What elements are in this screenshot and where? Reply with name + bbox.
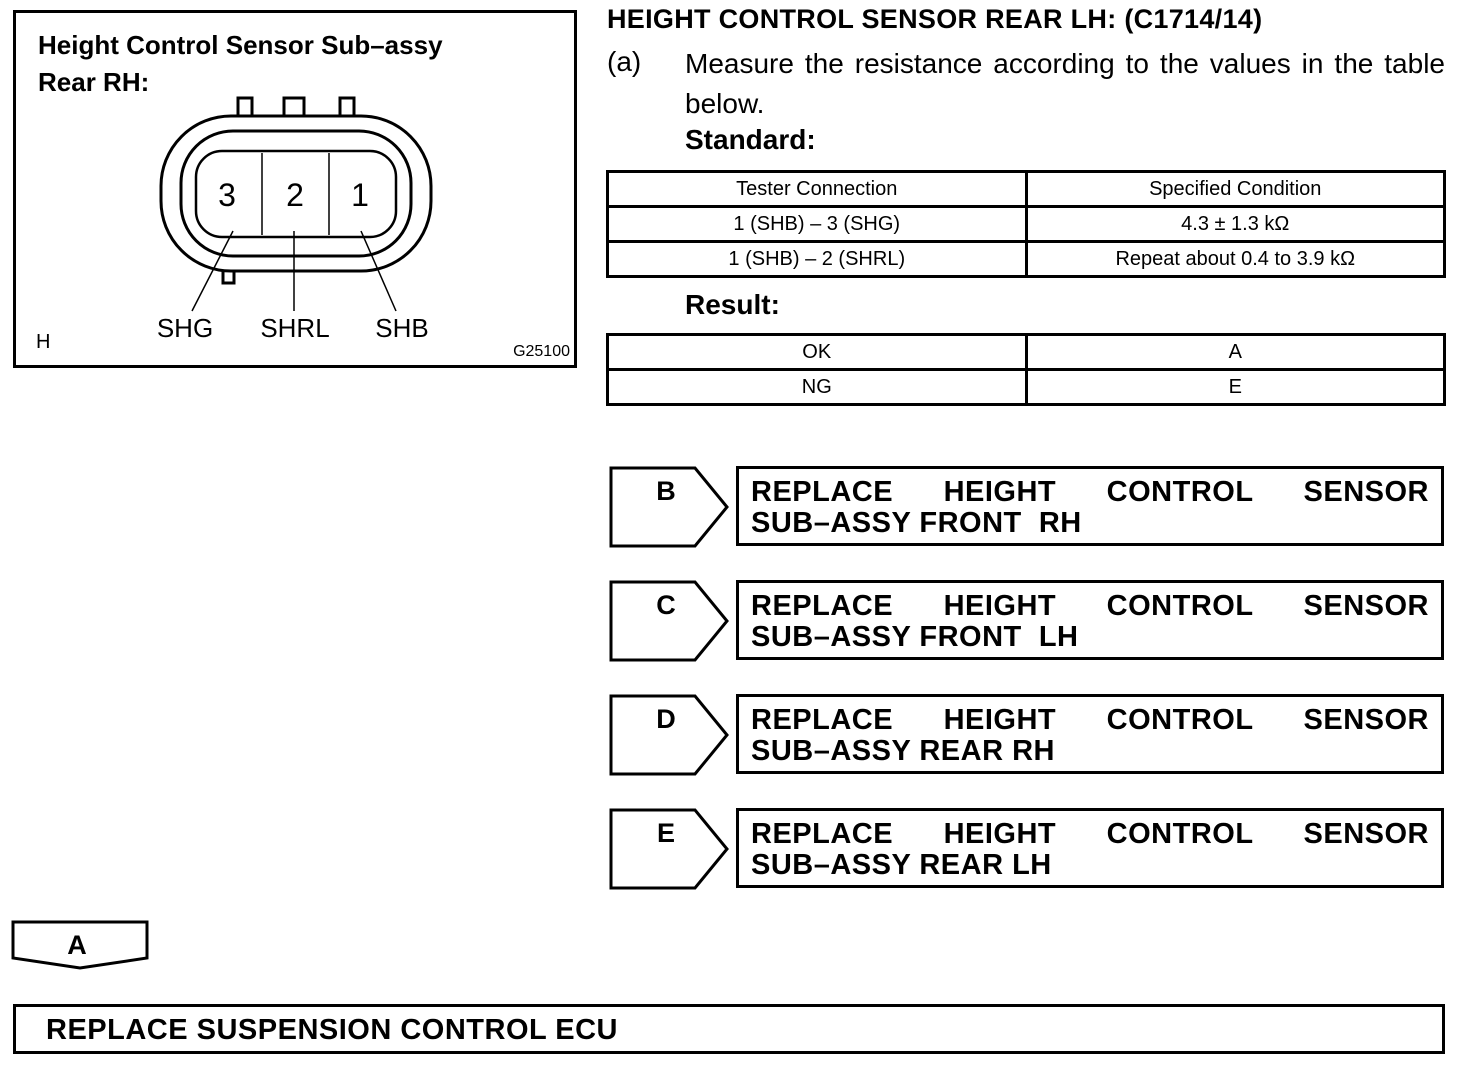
pin-3-label: 3: [218, 177, 236, 213]
result-table: [606, 333, 1446, 406]
table-header-row: [608, 172, 1445, 207]
branch-letter: C: [656, 590, 676, 620]
terminal-shg-label: SHG: [156, 313, 214, 343]
table-cell: NG: [608, 370, 1027, 405]
action-box: [736, 694, 1444, 774]
branch-letter-a: A: [67, 930, 87, 960]
final-action-box: [13, 1004, 1445, 1054]
step-label: (a): [607, 46, 642, 77]
action-box: [736, 580, 1444, 660]
table-cell: OK: [608, 335, 1027, 370]
table-cell: E: [1026, 370, 1445, 405]
figure-title: [38, 27, 558, 101]
branch-letter: D: [656, 704, 676, 734]
header-tester-connection: Tester Connection: [608, 172, 1027, 207]
result-branch-c: [609, 580, 1447, 666]
standard-table: [606, 170, 1446, 278]
terminal-shrl-label: SHRL: [260, 313, 330, 343]
action-line2: SUB–ASSY REAR RH: [751, 735, 1055, 767]
table-row: [608, 335, 1445, 370]
step-text: Measure the resistance according to the values in the table below.: [685, 48, 1445, 119]
final-action-text: REPLACE SUSPENSION CONTROL ECU: [46, 1014, 618, 1046]
table-cell: 1 (SHB) – 2 (SHRL): [608, 242, 1027, 277]
figure-code-left: H: [36, 331, 51, 353]
terminal-shb-label: SHB: [375, 313, 429, 343]
table-cell: 1 (SHB) – 3 (SHG): [608, 207, 1027, 242]
result-branch-b: [609, 466, 1447, 552]
action-line2: SUB–ASSY FRONT RH: [751, 507, 1082, 539]
action-box: [736, 808, 1444, 888]
action-line1: REPLACE HEIGHT CONTROL SENSOR: [751, 818, 1429, 850]
action-line1: REPLACE HEIGHT CONTROL SENSOR: [751, 590, 1429, 622]
result-branch-d: [609, 694, 1447, 780]
figure-code-right: G25100: [513, 343, 570, 360]
table-row: [608, 242, 1445, 277]
branch-letter: E: [656, 818, 675, 848]
table-row: [608, 207, 1445, 242]
figure-title-line1: Height Control Sensor Sub–assy: [38, 30, 443, 60]
figure-title-line2: Rear RH:: [38, 67, 150, 97]
action-line2: SUB–ASSY REAR LH: [751, 849, 1052, 881]
table-cell: Repeat about 0.4 to 3.9 kΩ: [1026, 242, 1445, 277]
standard-label: Standard:: [685, 124, 816, 155]
action-line2: SUB–ASSY FRONT LH: [751, 621, 1079, 653]
table-cell: 4.3 ± 1.3 kΩ: [1026, 207, 1445, 242]
branch-letter: B: [656, 476, 676, 506]
header-specified-condition: Specified Condition: [1026, 172, 1445, 207]
action-box: [736, 466, 1444, 546]
table-cell: A: [1026, 335, 1445, 370]
pin-1-label: 1: [351, 177, 369, 213]
section-title: HEIGHT CONTROL SENSOR REAR LH: (C1714/14): [607, 4, 1263, 34]
action-line1: REPLACE HEIGHT CONTROL SENSOR: [751, 704, 1429, 736]
table-row: [608, 370, 1445, 405]
action-line1: REPLACE HEIGHT CONTROL SENSOR: [751, 476, 1429, 508]
result-label: Result:: [685, 289, 780, 320]
pin-2-label: 2: [286, 177, 304, 213]
connector-figure: [13, 10, 577, 368]
result-branch-e: [609, 808, 1447, 894]
